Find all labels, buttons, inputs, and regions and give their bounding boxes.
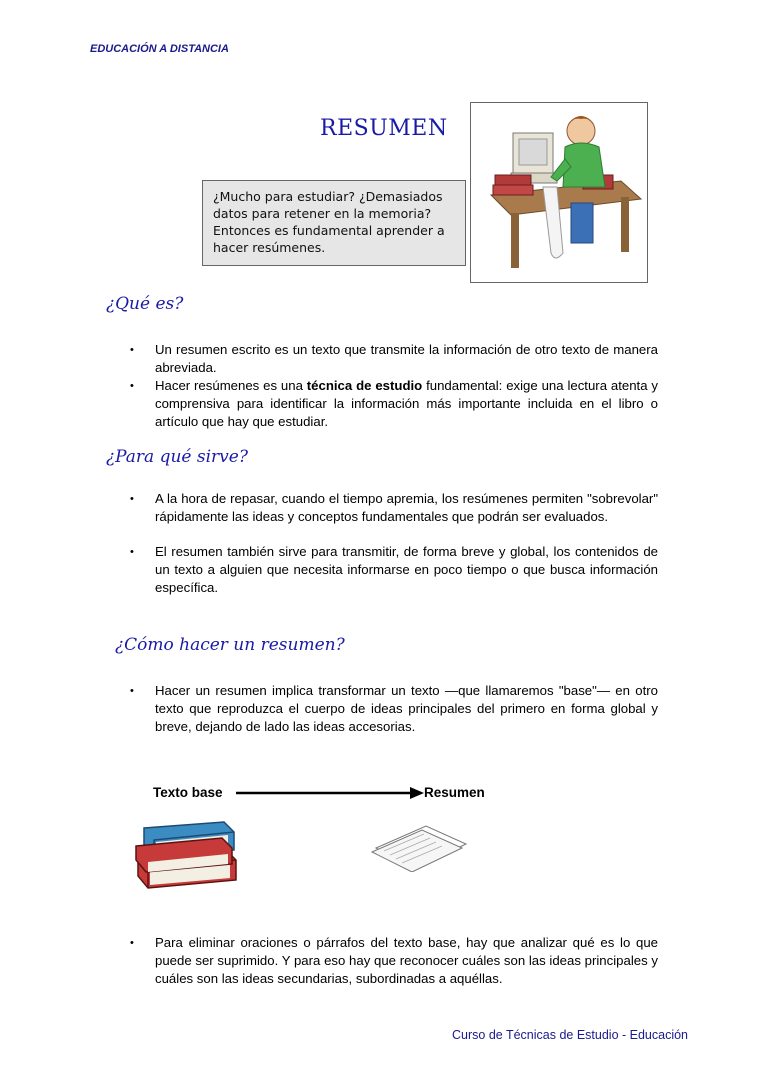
emphasis-text: técnica de estudio [306,378,423,393]
bullet-icon: • [130,380,134,392]
bullet-list-como-hacer-continued [130,934,658,988]
page-header: EDUCACIÓN A DISTANCIA [90,43,229,55]
list-item: • Hacer resúmenes es una técnica de estudio fundamental: exige una lectura atenta y comprensiva para identificar la información más importante incluida en el libro o artículo que hay que estudiar. [130,378,658,429]
bullet-icon: • [130,493,134,505]
page-title: RESUMEN [320,116,448,141]
list-item: • Hacer un resumen implica transformar un texto —que llamaremos "base"— en otro texto que reproduzca el cuerpo de ideas principales del primero en forma global y breve, dejando de lado las ideas accesorias. [130,683,658,734]
bullet-icon: • [130,685,134,697]
list-item: • Para eliminar oraciones o párrafos del texto base, hay que analizar qué es lo que puede ser suprimido. Y para eso hay que reconocer cuáles son las ideas principales y cuáles son las ideas secundarias, subordinadas a aquéllas. [130,935,658,986]
list-item: • Un resumen escrito es un texto que transmite la información de otro texto de manera abreviada. [130,342,658,375]
student-at-computer-illustration [470,102,648,283]
list-item: • A la hora de repasar, cuando el tiempo apremia, los resúmenes permiten "sobrevolar" rápidamente las ideas y conceptos fundamentales que podrán ser evaluados. [130,491,658,524]
bullet-icon: • [130,546,134,558]
bullet-icon: • [130,344,134,356]
section-heading-que-es: ¿Qué es? [106,294,184,314]
diagram-to-label: Resumen [424,785,485,800]
arrow-icon [236,786,426,800]
page-footer: Curso de Técnicas de Estudio - Educación [452,1028,689,1042]
diagram-from-label: Texto base [153,785,223,800]
bullet-icon: • [130,937,134,949]
section-heading-como-hacer: ¿Cómo hacer un resumen? [115,635,345,655]
paper-sheets-icon [370,822,470,872]
stacked-books-icon [130,818,240,892]
bullet-list-para-que-sirve [130,490,658,597]
section-heading-para-que-sirve: ¿Para qué sirve? [106,447,248,467]
intro-callout: ¿Mucho para estudiar? ¿Demasiados datos para retener en la memoria? Entonces es fundamental aprender a hacer resúmenes. [202,180,466,266]
bullet-list-que-es [130,341,658,431]
bullet-list-como-hacer [130,682,658,736]
list-item: • El resumen también sirve para transmitir, de forma breve y global, los contenidos de un texto a alguien que necesita informarse en poco tiempo o que busca información específica. [130,544,658,595]
